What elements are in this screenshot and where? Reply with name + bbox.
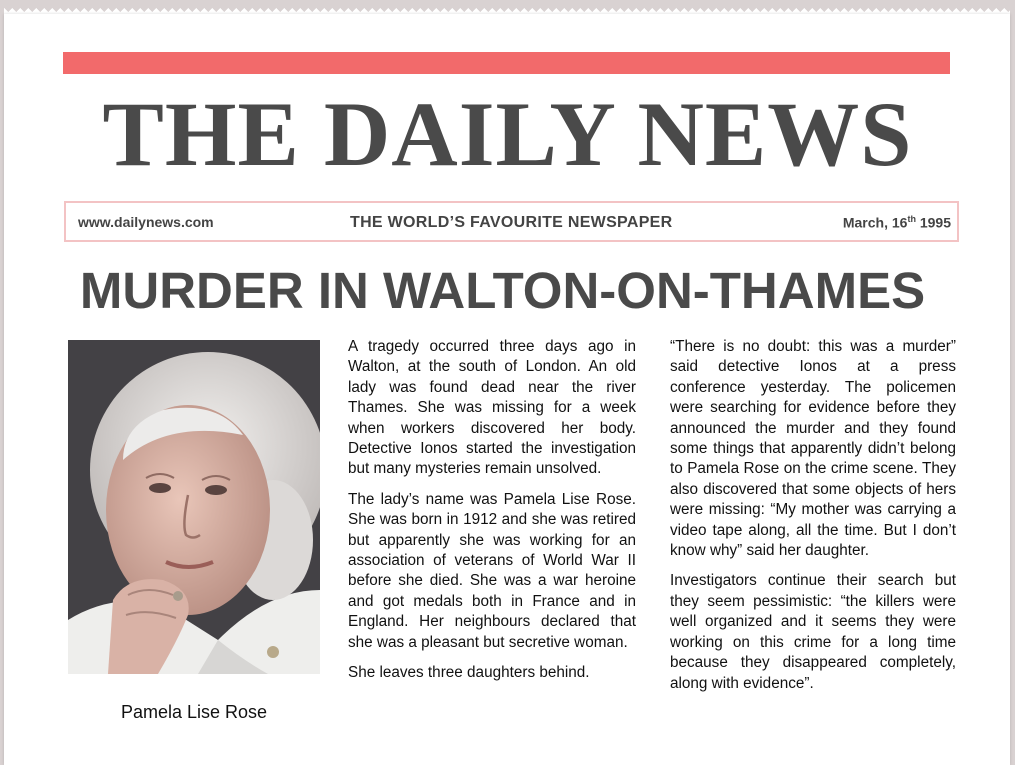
- info-bar: [64, 201, 959, 242]
- article-column-2: [670, 337, 956, 704]
- accent-bar: [63, 52, 950, 74]
- article-column-1: [348, 337, 636, 694]
- headline: MURDER IN WALTON-ON-THAMES: [79, 262, 926, 319]
- article-paragraph: “There is no doubt: this was a murder” said detective Ionos at a press conference yesterday. The policemen were searching for evidence before they announced the murder and they found some things that apparently didn’t belong to Pamela Rose on the crime scene. They also discovered that some objects of hers were missing: “My mother was carrying a video tape along, all the time. But I don’t know why” said her daughter.: [670, 338, 956, 560]
- photo-caption: Pamela Lise Rose: [120, 702, 268, 722]
- portrait-illustration: [68, 340, 320, 674]
- article-paragraph: Investigators continue their search but they seem pessimistic: “the killers were well organized and it seems they were working on this crime for a long time because they disappeared completely, along with evidence”.: [670, 572, 956, 692]
- article-paragraph: A tragedy occurred three days ago in Walton, at the south of London. An old lady was found dead near the river Thames. She was missing for a week when workers discovered her body. Detective Ionos started the investigation but many mysteries remain unsolved.: [348, 338, 636, 478]
- article-paragraph: She leaves three daughters behind.: [348, 664, 590, 682]
- tagline: THE WORLD’S FAVOURITE NEWSPAPER: [350, 214, 673, 231]
- portrait-photo: [68, 340, 320, 674]
- article-paragraph: The lady’s name was Pamela Lise Rose. She was born in 1912 and she was retired but apparently she was working for an association of veterans of World War II before she died. She was a war heroine and got medals both in France and in England. Her neighbours declared that she was a pleasant but secretive woman.: [348, 490, 636, 651]
- website-link[interactable]: www.dailynews.com: [78, 214, 214, 230]
- masthead-title: THE DAILY NEWS: [102, 83, 913, 185]
- issue-date: March, 16th 1995: [842, 214, 951, 231]
